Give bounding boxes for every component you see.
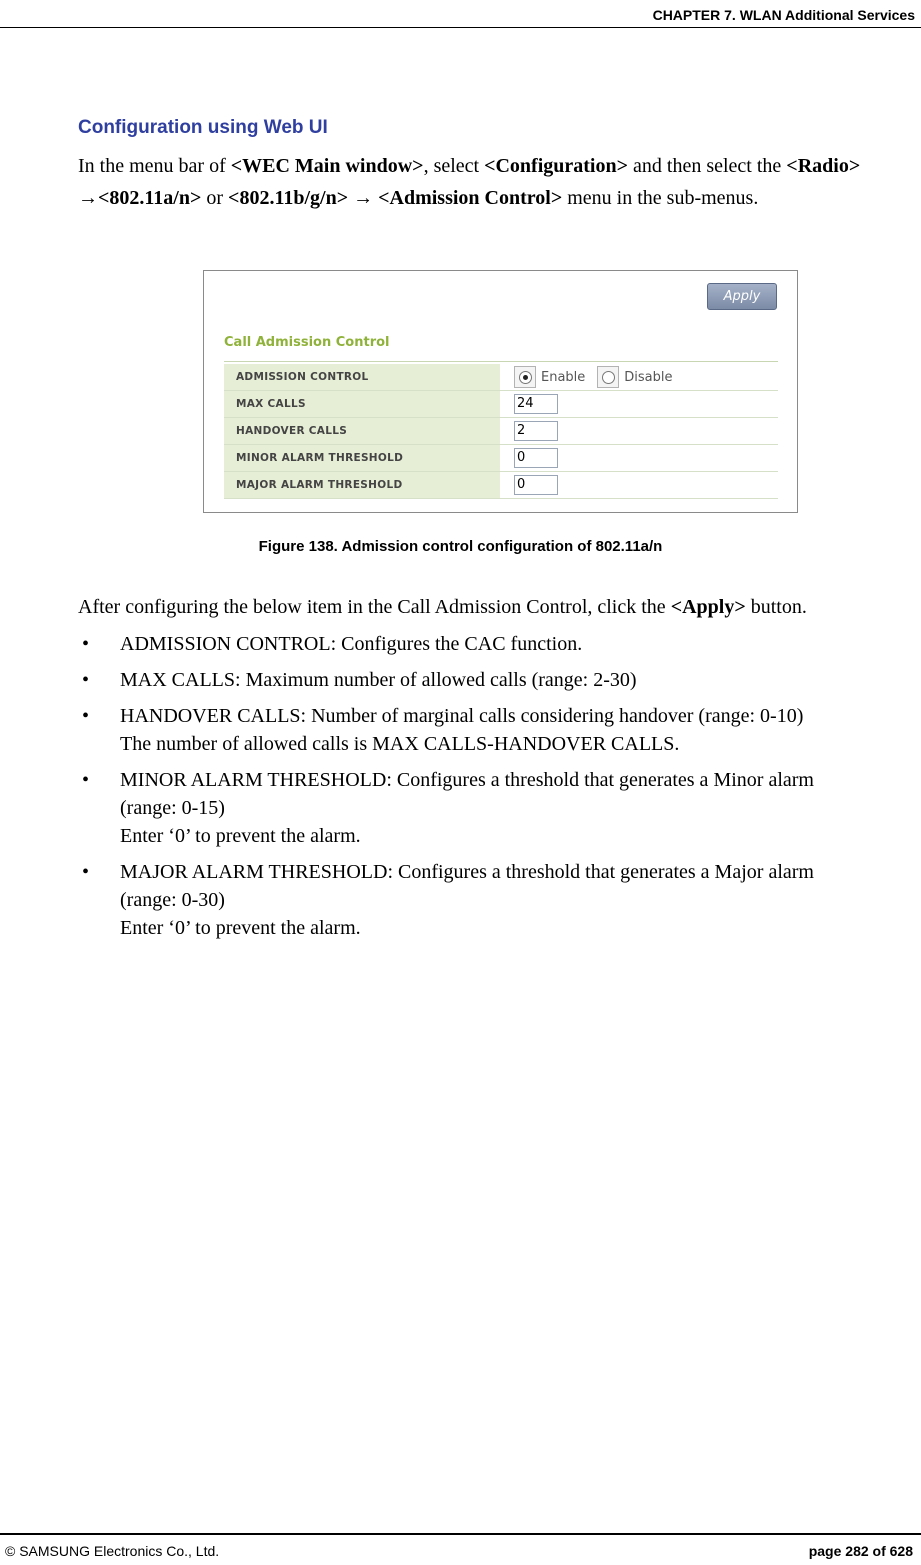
bullet-text: ADMISSION CONTROL: Configures the CAC function. [120, 633, 583, 655]
intro-bold-radio: <Radio> [786, 155, 861, 177]
footer-page-number: page 282 of 628 [808, 1543, 913, 1559]
table-row [224, 391, 778, 418]
list-item [78, 666, 918, 694]
header-rule [0, 27, 921, 28]
row-label: MINOR ALARM THRESHOLD [224, 445, 500, 472]
intro-text: or [201, 187, 229, 209]
intro-bold-802-11an: <802.11a/n> [98, 187, 202, 209]
bullet-text: MAX CALLS: Maximum number of allowed calls (range: 2-30) [120, 669, 637, 691]
intro-text: menu in the sub-menus. [562, 187, 759, 209]
disable-radio[interactable] [597, 366, 619, 388]
row-value-cell [500, 472, 778, 499]
bullet-text: The number of allowed calls is MAX CALLS-HANDOVER CALLS. [120, 733, 680, 755]
enable-radio[interactable] [514, 366, 536, 388]
intro-text: and then select the [628, 155, 787, 177]
radio-selected-icon [519, 371, 532, 384]
figure-caption: Figure 138. Admission control configuration of 802.11a/n [258, 538, 663, 555]
table-row [224, 472, 778, 499]
row-label: MAX CALLS [224, 391, 500, 418]
arrow-icon: → [353, 187, 374, 209]
intro-bold-main-window: <WEC Main window> [230, 155, 424, 177]
intro-paragraph [78, 150, 908, 214]
table-row [224, 364, 778, 391]
max-calls-input[interactable]: 24 [514, 394, 558, 414]
row-label: ADMISSION CONTROL [224, 364, 500, 391]
intro-text: , select [423, 155, 485, 177]
admission-control-radio-group [500, 364, 778, 391]
table-row [224, 418, 778, 445]
list-item [78, 630, 918, 658]
bullet-list [78, 630, 918, 950]
row-value-cell [500, 418, 778, 445]
bullet-text: MAJOR ALARM THRESHOLD: Configures a threshold that generates a Major alarm [120, 861, 814, 883]
bullet-icon: • [82, 633, 90, 655]
panel-divider [224, 361, 778, 362]
panel-title: Call Admission Control [224, 335, 390, 350]
after-bold-apply: <Apply> [670, 596, 746, 618]
intro-bold-802-11bgn: <802.11b/g/n> [228, 187, 354, 209]
enable-label: Enable [541, 369, 586, 385]
intro-bold-configuration: <Configuration> [484, 155, 629, 177]
admission-config-table [224, 364, 778, 499]
apply-button[interactable]: Apply [707, 283, 777, 310]
row-value-cell [500, 391, 778, 418]
bullet-icon: • [82, 769, 90, 791]
arrow-icon: → [78, 187, 98, 209]
bullet-icon: • [82, 861, 90, 883]
section-title: Configuration using Web UI [78, 117, 328, 138]
footer-copyright: © SAMSUNG Electronics Co., Ltd. [5, 1543, 220, 1559]
minor-alarm-threshold-input[interactable]: 0 [514, 448, 558, 468]
after-text: button. [745, 596, 807, 618]
list-item [78, 702, 918, 758]
bullet-icon: • [82, 669, 90, 691]
table-row [224, 445, 778, 472]
intro-text: In the menu bar of [78, 155, 231, 177]
list-item [78, 858, 918, 942]
handover-calls-input[interactable]: 2 [514, 421, 558, 441]
after-paragraph [78, 592, 807, 622]
bullet-text: Enter ‘0’ to prevent the alarm. [120, 825, 361, 847]
row-label: HANDOVER CALLS [224, 418, 500, 445]
bullet-text: HANDOVER CALLS: Number of marginal calls considering handover (range: 0-10) [120, 705, 804, 727]
bullet-text: Enter ‘0’ to prevent the alarm. [120, 917, 361, 939]
chapter-header: CHAPTER 7. WLAN Additional Services [652, 7, 915, 23]
disable-label: Disable [624, 369, 673, 385]
after-text: After configuring the below item in the Call Admission Control, click the [78, 596, 671, 618]
radio-unselected-icon [602, 371, 615, 384]
row-value-cell [500, 445, 778, 472]
intro-bold-admission-control: <Admission Control> [373, 187, 563, 209]
bullet-text: (range: 0-30) [120, 889, 225, 911]
bullet-text: MINOR ALARM THRESHOLD: Configures a threshold that generates a Minor alarm [120, 769, 814, 791]
bullet-icon: • [82, 705, 90, 727]
figure-screenshot [203, 270, 798, 513]
row-label: MAJOR ALARM THRESHOLD [224, 472, 500, 499]
major-alarm-threshold-input[interactable]: 0 [514, 475, 558, 495]
bullet-text: (range: 0-15) [120, 797, 225, 819]
list-item [78, 766, 918, 850]
footer-rule [0, 1533, 921, 1535]
